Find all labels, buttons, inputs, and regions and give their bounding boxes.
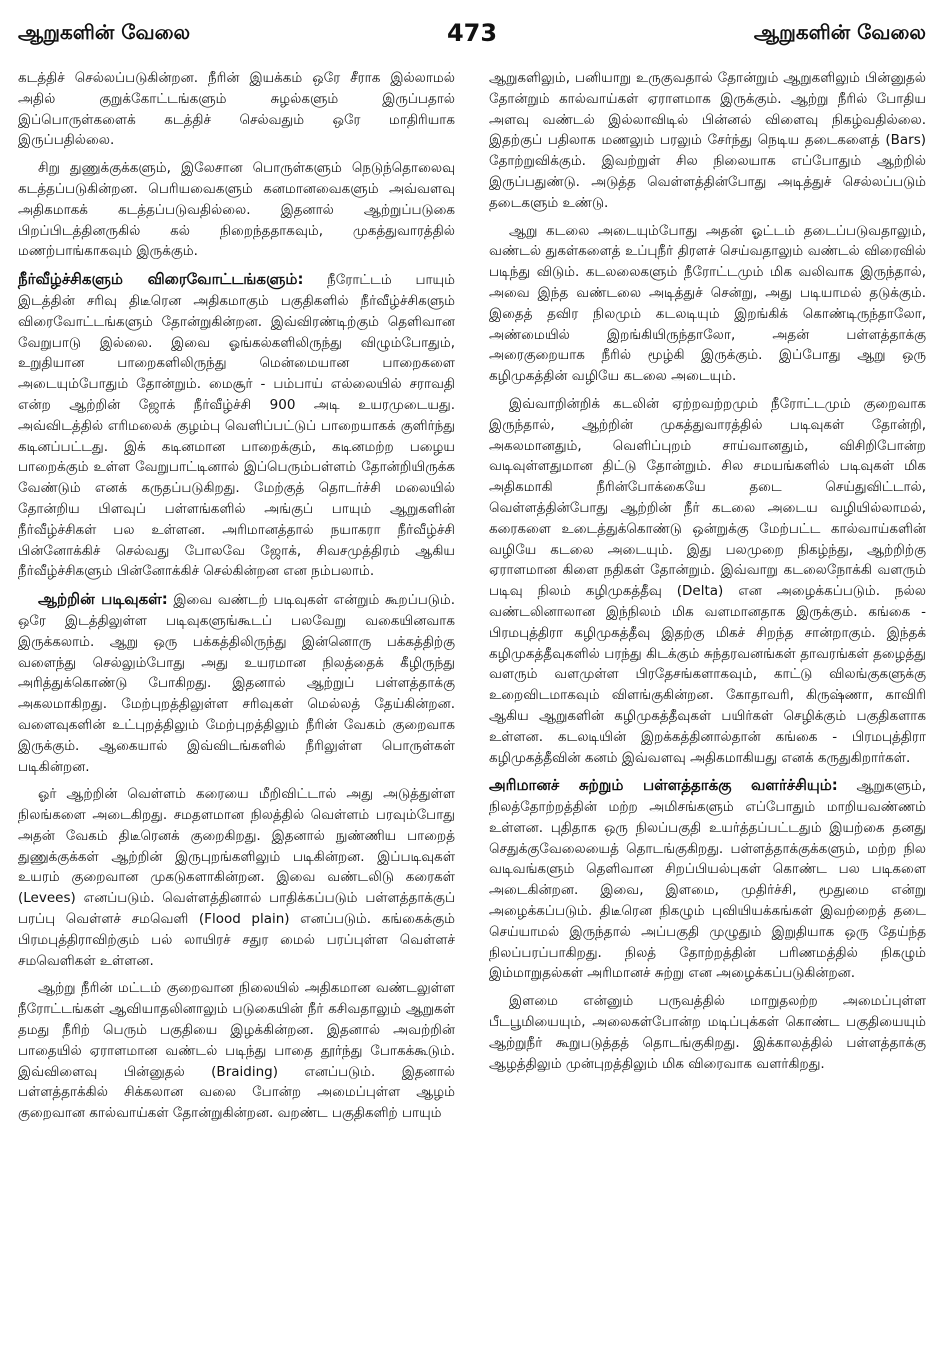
running-header-right: ஆறுகளின் வேலை <box>753 19 926 44</box>
page-number: 473 <box>446 19 498 47</box>
paragraph <box>18 978 455 1124</box>
paragraph <box>489 775 926 984</box>
paragraph <box>489 991 926 1074</box>
paragraph <box>18 68 455 151</box>
paragraph-text: ஆறுகளும், நிலத்தோற்றத்தின் மற்ற அமிசங்களும் எப்போதும் மாறியவண்ணம் உள்ளன. புதிதாக ஒரு நிலப்பகுதி உயர்த்தப்பட்டதும் இயற்கை தனது செதுக்குவேலையைத் தொடங்குகிறது. பள்ளத்தாக்குக்களும், மற்ற நில வடிவங்களும் தெளிவான சிறப்பியல்புகள் கொண்ட பல படிகளை அடைகின்றன. இவை, இளமை, முதிர்ச்சி, மூதுமை என்று அழைக்கப்படும். திடீரென நிகழும் புவியியக்கங்கள் இவற்றைத் தடை செய்யாமல் இருந்தால் அப்பகுதி முழுதும் இறுதியாக ஒரு தேய்ந்த நிலப்பரப்பாகிறது. நிலத் தோற்றத்தின் பரிணமத்தில் நிகழும் இம்மாறுதல்கள் அரிமானச் சுற்று என அழைக்கப்படுகின்றன. <box>489 778 927 982</box>
paragraph-text: இளமை என்னும் பருவத்தில் மாறுதலற்ற அமைப்புள்ள பீடபூமியையும், அலைகள்போன்ற மடிப்புக்கள் கொண்ட பகுதியையும் ஆற்றுநீர் கூறுபடுத்தத் தொடங்குகிறது. இக்காலத்தில் பள்ளத்தாக்கு ஆழத்திலும் முன்புறத்திலும் மிக விரைவாக வளர்கிறது. <box>489 993 926 1072</box>
page-header <box>18 8 926 58</box>
running-header-left: ஆறுகளின் வேலை <box>18 19 191 44</box>
paragraph-text: இவ்வாறின்றிக் கடலின் ஏற்றவற்றமும் நீரோட்டமும் குறைவாக இருந்தால், ஆற்றின் முகத்துவாரத்தில் படிவுகள் தோன்றி, அகலமானதும், வெளிப்புறம் சாய்வானதும், விசிறிபோன்ற வடிவுள்ளதுமான திட்டு தோன்றும். சில சமயங்களில் படிவுகள் மிக அதிகமாகி நீரின்போக்கையே தடை செய்துவிட்டால், வெள்ளத்தின்போது ஆற்றின் நீர் கடலை அடைய வழியில்லாமல், கரைகளை உடைத்துக்கொண்டு ஒன்றுக்கு மேற்பட்ட கால்வாய்களின் வழியே கடலை அடையும். இது பலமுறை நிகழ்ந்து, ஆற்றிற்கு ஏராளமான கிளை நதிகள் தோன்றும். இவ்வாறு கடலைநோக்கி வளரும் படிவு நிலம் கழிமுகத்தீவு (Delta) என அழைக்கப்படும். நல்ல வண்டலினாலான இந்நிலம் மிக வளமானதாக இருக்கும். கங்கை - பிரமபுத்திரா கழிமுகத்தீவு இதற்கு மிகச் சிறந்த சான்றாகும். இந்தக் கழிமுகத்தீவுகளில் பரந்து கிடக்கும் சுந்தரவனங்கள் தாவரங்கள் தழைத்து வளரும் வளமுள்ள பிரதேசங்களாகவும், காட்டு விலங்குகளுக்கு உறைவிடமாகவும் விளங்குகின்றன. கோதாவரி, கிருஷ்ணா, காவிரி ஆகிய ஆறுகளின் கழிமுகத்தீவுகள் பயிர்கள் செழிக்கும் பகுதிகளாக உள்ளன. கடலடியின் இறக்கத்தினால்தான் கங்கை - பிரமபுத்திரா கழிமுகத்தீவின் கனம் இவ்வளவு அதிகமாகியது எனக் கருதுகிறார்கள். <box>489 395 926 766</box>
right-column <box>489 68 926 1131</box>
section-heading: அரிமானச் சுற்றும் பள்ளத்தாக்கு வளர்ச்சியும்: <box>489 776 838 795</box>
paragraph <box>489 394 926 768</box>
paragraph <box>18 269 455 582</box>
paragraph <box>489 68 926 214</box>
paragraph-text: ஆற்று நீரின் மட்டம் குறைவான நிலையில் அதிகமான வண்டலுள்ள நீரோட்டங்கள் ஆவியாதலினாலும் படுகையின் நீர் கசிவதாலும் ஆறுகள் தமது நீரிற் பெரும் பகுதியை இழக்கின்றன. இதனால் அவற்றின் பாதையில் ஏராளமான வண்டல் படிந்து பாதை தூர்ந்து போகக்கூடும். இவ்விளைவு பின்னுதல் (Braiding) எனப்படும். இதனால் பள்ளத்தாக்கில் சிக்கலான வலை போன்ற அமைப்புள்ள ஆழம் குறைவான கால்வாய்கள் தோன்றுகின்றன. வறண்ட பகுதிகளிற் பாயும் <box>18 980 455 1122</box>
paragraph <box>489 221 926 387</box>
section-heading: நீர்வீழ்ச்சிகளும் விரைவோட்டங்களும்: <box>18 270 304 289</box>
paragraph-text: ஆறுகளிலும், பனியாறு உருகுவதால் தோன்றும் ஆறுகளிலும் பின்னுதல் தோன்றும் கால்வாய்கள் ஏராளமாக இருக்கும். ஆற்று நீரில் போதிய அளவு வண்டல் இல்லாவிடில் பின்னல் விளைவு நிகழ்வதில்லை. இதற்குப் பதிலாக மணலும் பரலும் சேர்ந்து நெடிய தடைகளைத் (Bars) தோற்றுவிக்கும். இவற்றுள் சில நிலையாக எப்போதும் ஆற்றில் இருப்பதுண்டு. அடுத்த வெள்ளத்தின்போது அடித்துச் செல்லப்படும் தடைகளும் உண்டு. <box>489 70 926 211</box>
paragraph <box>18 784 455 971</box>
section-heading: ஆற்றின் படிவுகள்: <box>38 590 168 609</box>
paragraph <box>18 589 455 777</box>
paragraph-text: சிறு துணுக்குக்களும், இலேசான பொருள்களும் நெடுந்தொலைவு கடத்தப்படுகின்றன. பெரியவைகளும் கனமானவைகளும் அவ்வளவு அதிகமாகக் கடத்தப்படுவதில்லை. இதனால் ஆற்றுப்படுகை பிறப்பிடத்தினருகில் கல் நிறைந்ததாகவும், முகத்துவாரத்தில் மணற்பாங்காகவும் இருக்கும். <box>18 160 455 260</box>
paragraph <box>18 158 455 262</box>
paragraph-text: இவை வண்டற் படிவுகள் என்றும் கூறப்படும். ஒரே இடத்திலுள்ள படிவுகளுங்கூடப் பலவேறு வகையினவாக இருக்கலாம். ஆறு ஒரு பக்கத்திலிருந்து இன்னொரு பக்கத்திற்கு வளைந்து செல்லும்போது அது உயரமான நிலத்தைக் கீழிருந்து அரித்துக்கொண்டு போகிறது. இதனால் ஆற்றுப் பள்ளத்தாக்கு அகலமாகிறது. மேற்புறத்திலுள்ள சரிவுகள் மெல்லத் தேய்கின்றன. வளைவுகளின் உட்புறத்திலும் மேற்புறத்திலும் நீரின் வேகம் குறைவாக இருக்கும். ஆகையால் இவ்விடங்களில் நீரிலுள்ள பொருள்கள் படிகின்றன. <box>18 592 456 775</box>
paragraph-text: நீரோட்டம் பாயும் இடத்தின் சரிவு திடீரென அதிகமாகும் பகுதிகளில் நீர்வீழ்ச்சிகளும் விரைவோட்டங்களும் தோன்றுகின்றன. இவ்விரண்டிற்கும் தெளிவான வேறுபாடு இல்லை. இவை ஓங்கல்களிலிருந்து விழும்போதும், உறுதியான பாறைகளிலிருந்து மென்மையான பாறைகளை அடையும்போதும் தோன்றும். மைசூர் - பம்பாய் எல்லையில் சராவதி என்ற ஆற்றின் ஜோக் நீர்வீழ்ச்சி 900 அடி உயரமுடையது. அவ்விடத்தில் எரிமலைக் குழம்பு வெளிப்பட்டுப் பாறையாகக் குளிர்ந்து கடினப்பட்டது. இக் கடினமான பாறைக்கும், கடினமற்ற பழைய பாறைக்கும் உள்ள வேறுபாட்டினால் இப்பெரும்பள்ளம் தோன்றியிருக்க வேண்டும் எனக் கருதப்படுகிறது. மேற்குத் தொடர்ச்சி மலையில் தோன்றிய பிளவுப் பள்ளங்களில் அங்குப் பாயும் ஆறுகளின் நீர்வீழ்ச்சிகள் பல உள்ளன. அரிமானத்தால் நயாகரா நீர்வீழ்ச்சி பின்னோக்கிச் செல்வது போலவே ஜோக், சிவசமுத்திரம் ஆகிய நீர்வீழ்ச்சிகளும் பின்னோக்கிச் செல்கின்றன என நம்பலாம். <box>18 272 455 580</box>
paragraph-text: கடத்திச் செல்லப்படுகின்றன. நீரின் இயக்கம் ஒரே சீராக இல்லாமல் அதில் குறுக்கோட்டங்களும் சுழல்களும் இருப்பதால் இப்பொருள்களைக் கடத்திச் செல்வதும் ஒரே மாதிரியாக இருப்பதில்லை. <box>18 70 455 149</box>
paragraph-text: ஓர் ஆற்றின் வெள்ளம் கரையை மீறிவிட்டால் அது அடுத்துள்ள நிலங்களை அடைகிறது. சமதளமான நிலத்தில் வெள்ளம் பரவும்போது அதன் வேகம் திடீரெனக் குறைகிறது. இதனால் நுண்ணிய பாறைத் துணுக்குக்கள் ஆற்றின் இருபுறங்களிலும் படிகின்றன. இப்படிவுகள் உயரம் குறைவான முகடுகளாகின்றன. இவை வண்டலிடு கரைகள் (Levees) எனப்படும். வெள்ளத்தினால் பாதிக்கப்படும் பள்ளத்தாக்குப் பரப்பு வெள்ளச் சமவெளி (Flood plain) எனப்படும். கங்கைக்கும் பிரமபுத்திராவிற்கும் பல் லாயிரச் சதுர மைல் பரப்புள்ள வெள்ளச் சமவெளிகள் உள்ளன. <box>18 786 455 969</box>
paragraph-text: ஆறு கடலை அடையும்போது அதன் ஓட்டம் தடைப்படுவதாலும், வண்டல் துகள்களைத் உப்புநீர் திரளச் செய்வதாலும் வண்டல் விரைவில் படிந்து விடும். கடலலைகளும் நீரோட்டமும் மிக வலிவாக இருந்தால், அவை இந்த வண்டலை அடித்துச் சென்று, அது படியாமல் தடுக்கும். இதைத் தவிர நிலமும் கடலடியும் இறங்கிக் கொண்டிருந்தாலோ, அண்மையில் இறங்கியிருந்தாலோ, அதன் பள்ளத்தாக்கு அரைகுறையாக நீரில் மூழ்கி இருக்கும். இப்போது ஆறு ஒரு கழிமுகத்தின் வழியே கடலை அடையும். <box>489 222 926 385</box>
text-columns <box>18 68 926 1131</box>
left-column <box>18 68 455 1131</box>
